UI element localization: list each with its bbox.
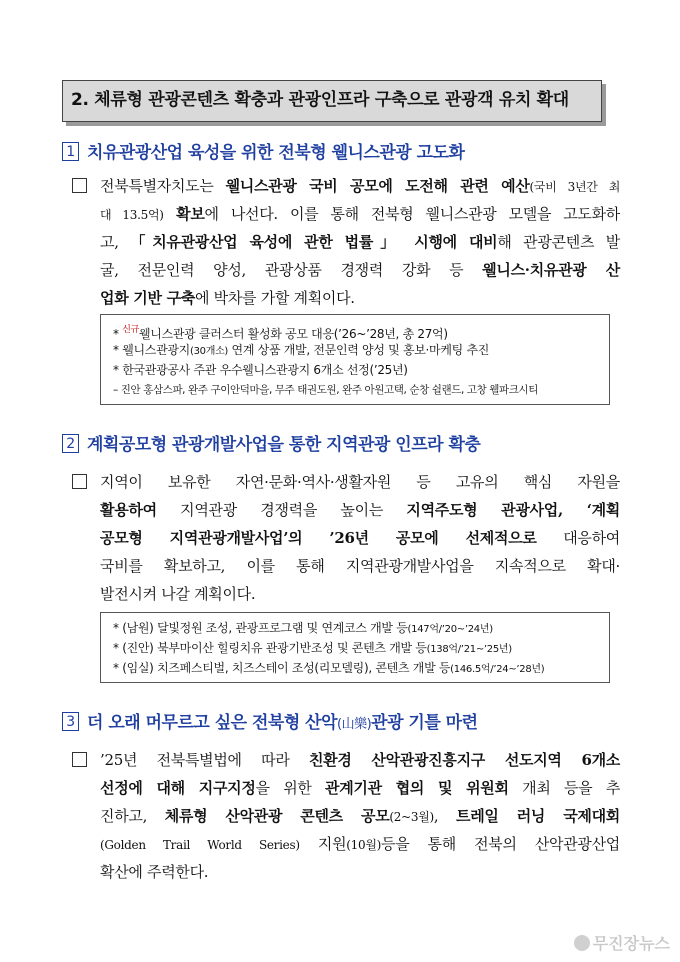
paragraph-line: 확산에 주력한다.	[100, 863, 209, 881]
subsection-1-heading	[62, 140, 464, 166]
paragraph-line: 전북특별자치도는 웰니스관광 국비 공모에 도전해 관련 예산(국비 3년간 최	[72, 172, 620, 200]
subsection-2-heading	[62, 432, 480, 458]
subsection-number: 2	[62, 434, 79, 453]
paragraph-line: 지역이 보유한 자연·문화·역사·생활자원 등 고유의 핵심 자원을	[72, 468, 620, 496]
paragraph-line: 공모형 지역관광개발사업’의 ’26년 공모에 선제적으로 대응하여	[100, 529, 620, 547]
watermark-icon	[574, 935, 590, 951]
subsection-title-rest: 관광 기틀 마련	[371, 713, 478, 733]
subsection-title: 치유관광산업 육성을 위한 전북형 웰니스관광 고도화	[87, 143, 465, 163]
subsection-2-notes	[100, 612, 610, 683]
paragraph-line: 활용하여 지역관광 경쟁력을 높이는 지역주도형 관광사업, ‘계획	[100, 501, 620, 519]
paragraph-line: 고, 「치유관광산업 육성에 관한 법률」 시행에 대비해 관광콘텐츠 발	[100, 233, 620, 251]
note-item: * (진안) 북부마이산 힐링치유 관광기반조성 및 콘텐츠 개발 등(138억/’21~’25년)	[113, 641, 512, 655]
subsection-title: 계획공모형 관광개발사업을 통한 지역관광 인프라 확충	[87, 435, 481, 455]
checkbox-bullet-icon	[72, 178, 87, 193]
paragraph-line: (Golden Trail World Series) 지원(10월)등을 통해 전북의 산악관광산업	[100, 835, 620, 853]
subsection-1-paragraph	[72, 172, 620, 312]
subsection-2-paragraph	[72, 468, 620, 608]
watermark-logo: 무진장뉴스	[574, 931, 670, 954]
subsection-3-heading	[62, 710, 478, 736]
note-item: * $^{신규}$웰니스관광 클러스터 활성화 공모 대응(’26~’28년, 총 27억)	[113, 325, 448, 341]
note-item: * 한국관광공사 주관 우수웰니스관광지 6개소 선정(’25년)	[113, 363, 408, 377]
note-item: * (남원) 달빛정원 조성, 관광프로그램 및 연계코스 개발 등(147억/’20~’24년)	[113, 621, 493, 635]
subsection-title-hanja: (山樂)	[337, 717, 372, 732]
subsection-number: 3	[62, 712, 79, 731]
paragraph-line: 진하고, 체류형 산악관광 콘텐츠 공모(2~3월), 트레일 러닝 국제대회	[100, 807, 620, 825]
paragraph-line: 선정에 대해 지구지정을 위한 관계기관 협의 및 위원회 개최 등을 추	[100, 779, 621, 797]
checkbox-bullet-icon	[72, 752, 87, 767]
subsection-1-notes	[100, 314, 610, 405]
paragraph-line: 업화 기반 구축에 박차를 가할 계획이다.	[100, 289, 355, 307]
note-item: * (임실) 치즈페스티벌, 치즈스테이 조성(리모델링), 콘텐츠 개발 등(146.5억/’24~’28년)	[113, 661, 545, 675]
subsection-number: 1	[62, 142, 79, 161]
note-subitem: – 진안 홍삼스파, 완주 구이안덕마을, 무주 태권도원, 완주 아원고택, 순창 쉴랜드, 고창 웰파크시티	[113, 384, 539, 396]
note-item: * 웰니스관광지(30개소) 연계 상품 개발, 전문인력 양성 및 홍보·마케팅 추진	[113, 343, 490, 357]
paragraph-line: 국비를 확보하고, 이를 통해 지역관광개발사업을 지속적으로 확대·	[100, 557, 620, 575]
paragraph-line: 굴, 전문인력 양성, 관광상품 경쟁력 강화 등 웰니스·치유관광 산	[100, 261, 620, 279]
subsection-title: 더 오래 머무르고 싶은 전북형 산악	[87, 713, 337, 733]
paragraph-line: 대 13.5억) 확보에 나선다. 이를 통해 전북형 웰니스관광 모델을 고도화하	[100, 205, 620, 223]
section-title: 2. 체류형 관광콘텐츠 확충과 관광인프라 구축으로 관광객 유치 확대	[62, 80, 602, 122]
paragraph-line: 발전시켜 나갈 계획이다.	[100, 585, 256, 603]
paragraph-line: ’25년 전북특별법에 따라 친환경 산악관광진흥지구 선도지역 6개소	[72, 746, 620, 774]
subsection-3-paragraph	[72, 746, 620, 886]
checkbox-bullet-icon	[72, 474, 87, 489]
